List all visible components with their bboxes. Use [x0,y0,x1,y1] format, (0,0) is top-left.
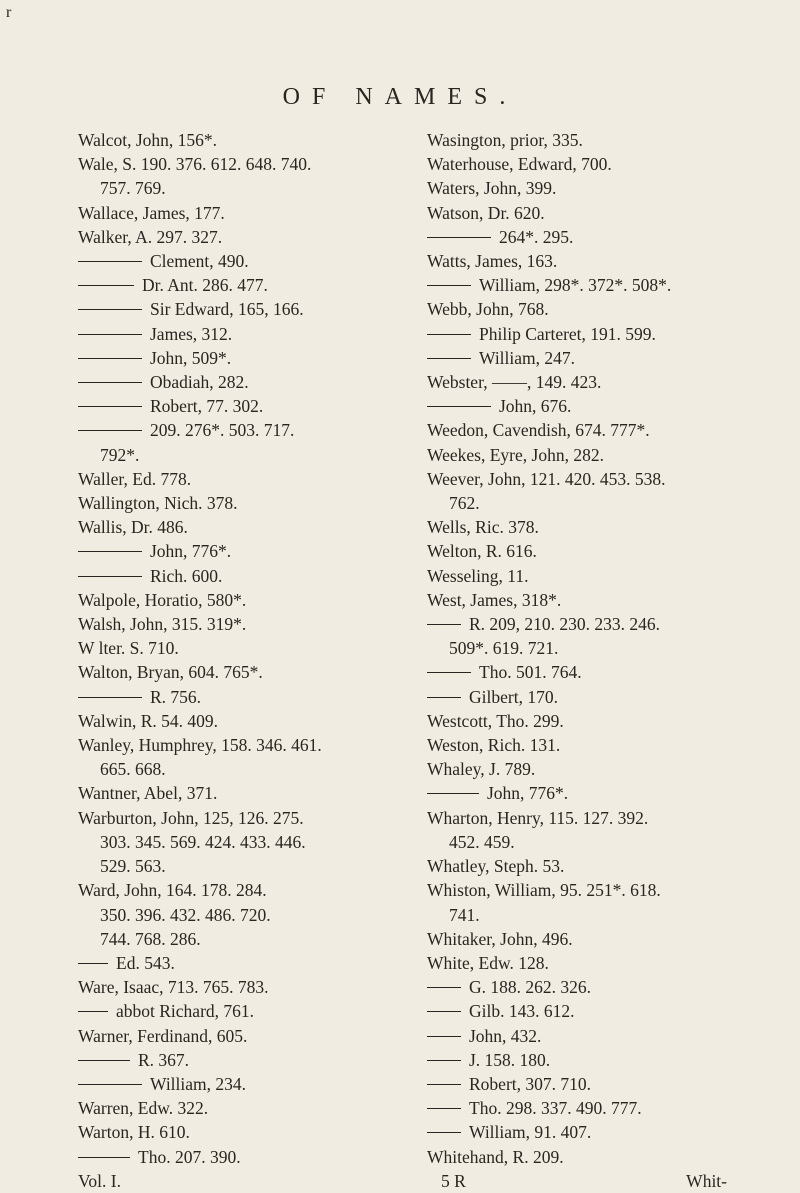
ditto-dash [427,1108,461,1109]
entry-text: Dr. Ant. 286. 477. [142,275,268,296]
ditto-dash [427,1060,461,1061]
index-entry [78,225,378,249]
ditto-dash [78,309,142,310]
index-entry [427,975,757,999]
entry-text: R. 756. [150,686,202,707]
index-entry [78,297,378,321]
entry-text: William, 234. [150,1073,247,1094]
index-entry [78,418,378,442]
ditto-dash [427,237,491,238]
entry-text: Waters, John, 399. [427,178,557,199]
index-entry [427,1024,757,1048]
index-entry [427,806,757,830]
corner-mark: r [6,4,12,21]
index-entry [427,297,757,321]
index-entry [78,830,378,854]
index-entry [78,733,378,757]
entry-text: Ware, Isaac, 713. 765. 783. [78,977,269,998]
entry-text: Clement, 490. [150,251,249,272]
index-entry [427,612,757,636]
entry-text: Whaley, J. 789. [427,759,536,780]
index-entry [427,176,757,200]
entry-text: Wesseling, 11. [427,565,529,586]
ditto-dash [78,551,142,552]
entry-text: R. 209, 210. 230. 233. 246. [469,614,661,635]
entry-text: Ed. 543. [116,952,175,973]
right-column [427,128,757,1193]
entry-text: Weston, Rich. 131. [427,735,561,756]
entry-text: Sir Edward, 165, 166. [150,299,304,320]
ditto-dash [427,624,461,625]
ditto-dash [78,576,142,577]
entry-text: Waterhouse, Edward, 700. [427,154,612,175]
entry-text: Vol. I. [78,1170,121,1191]
signature-mark: 5 R [441,1170,466,1191]
entry-text: Gilb. 143. 612. [469,1001,575,1022]
page-footer [427,1169,727,1193]
index-entry [78,394,378,418]
index-entry [427,588,757,612]
index-entry [427,394,757,418]
ditto-dash [78,261,142,262]
entry-text: Weever, John, 121. 420. 453. 538. [427,468,666,489]
entry-text: 744. 768. 286. [100,928,201,949]
ditto-dash [427,1132,461,1133]
entry-text: Walwin, R. 54. 409. [78,710,219,731]
entry-text: Welton, R. 616. [427,541,537,562]
entry-text: William, 91. 407. [469,1122,592,1143]
entry-text: Ward, John, 164. 178. 284. [78,880,267,901]
index-entry [427,201,757,225]
ditto-dash [78,358,142,359]
ditto-dash [427,358,471,359]
index-entry [427,781,757,805]
index-entry [427,273,757,297]
ditto-dash [427,406,491,407]
entry-text: John, 776*. [487,783,569,804]
entry-text: Waller, Ed. 778. [78,468,192,489]
ditto-dash [78,1011,108,1012]
entry-text: G. 188. 262. 326. [469,977,592,998]
entry-text: Walpole, Horatio, 580*. [78,589,247,610]
index-entry [78,1169,378,1193]
entry-text: Watson, Dr. 620. [427,202,545,223]
index-entry [78,660,378,684]
entry-text: John, 676. [499,396,572,417]
index-entry [427,1145,757,1169]
index-entry [427,830,757,854]
index-entry [427,636,757,660]
index-entry [427,539,757,563]
entry-text: Robert, 307. 710. [469,1073,592,1094]
index-entry [78,854,378,878]
entry-text: White, Edw. 128. [427,952,549,973]
entry-text: Wallington, Nich. 378. [78,493,238,514]
entry-text: Philip Carteret, 191. 599. [479,323,656,344]
ditto-dash [78,963,108,964]
entry-text: Robert, 77. 302. [150,396,264,417]
index-entry [427,685,757,709]
index-entry [427,878,757,902]
page-title: OF NAMES. [282,84,518,110]
entry-text: Tho. 501. 764. [479,662,582,683]
ditto-dash [427,1011,461,1012]
index-entry [78,1024,378,1048]
entry-text: Whatley, Steph. 53. [427,856,565,877]
index-entry [427,1120,757,1144]
index-entry [427,418,757,442]
index-entry [427,564,757,588]
index-entry [427,733,757,757]
entry-text: Wanley, Humphrey, 158. 346. 461. [78,735,322,756]
index-entry [78,564,378,588]
entry-text: Rich. 600. [150,565,223,586]
entry-text: John, 776*. [150,541,232,562]
entry-text: Whitehand, R. 209. [427,1146,564,1167]
ditto-dash [78,1157,130,1158]
ditto-dash [78,285,134,286]
entry-text: Walker, A. 297. 327. [78,226,223,247]
index-entry [427,999,757,1023]
index-entry [78,249,378,273]
entry-text: Wasington, prior, 335. [427,130,583,150]
index-entry [78,878,378,902]
index-entry [78,685,378,709]
entry-text: Gilbert, 170. [469,686,558,707]
ditto-dash [78,334,142,335]
index-entry [427,709,757,733]
index-entry [427,249,757,273]
index-entry [427,660,757,684]
index-entry [427,1096,757,1120]
entry-text: Wharton, Henry, 115. 127. 392. [427,807,649,828]
entry-text: John, 509*. [150,347,232,368]
entry-text: Tho. 207. 390. [138,1146,241,1167]
entry-text: Walcot, John, 156*. [78,130,218,150]
index-entry [427,467,757,491]
index-entry [78,176,378,200]
entry-text: 509*. 619. 721. [449,638,559,659]
index-entry [78,346,378,370]
entry-text: 303. 345. 569. 424. 433. 446. [100,831,306,852]
index-entry [78,709,378,733]
entry-text: Wallace, James, 177. [78,202,225,223]
ditto-dash [78,697,142,698]
entry-text: Wantner, Abel, 371. [78,783,218,804]
entry-text: 741. [449,904,480,925]
entry-text: Obadiah, 282. [150,372,249,393]
entry-text: R. 367. [138,1049,190,1070]
ditto-dash [427,793,479,794]
index-entry [78,757,378,781]
ditto-dash [78,382,142,383]
entry-text: 452. 459. [449,831,515,852]
entry-text: W lter. S. 710. [78,638,179,659]
ditto-dash [427,285,471,286]
index-entry [427,443,757,467]
ditto-dash [78,430,142,431]
index-entry [427,322,757,346]
index-entry [427,903,757,927]
index-entry [78,515,378,539]
entry-text: James, 312. [150,323,233,344]
index-entry [78,1048,378,1072]
ditto-dash [427,334,471,335]
entry-text: William, 298*. 372*. 508*. [479,275,672,296]
index-entry [78,927,378,951]
ditto-dash [427,672,471,673]
catchword: Whit- [686,1170,727,1191]
entry-text: Tho. 298. 337. 490. 777. [469,1098,642,1119]
entry-text: William, 247. [479,347,576,368]
entry-text: Walsh, John, 315. 319*. [78,614,247,635]
index-entry [427,491,757,515]
entry-text: Warren, Edw. 322. [78,1098,209,1119]
index-entry [427,370,757,394]
index-entry [427,951,757,975]
ditto-dash [78,406,142,407]
entry-text: abbot Richard, 761. [116,1001,255,1022]
left-column [78,128,378,1193]
entry-text: Walton, Bryan, 604. 765*. [78,662,263,683]
index-entry [78,201,378,225]
entry-text: Weedon, Cavendish, 674. 777*. [427,420,650,441]
index-entry [78,951,378,975]
ditto-dash [427,1036,461,1037]
entry-text: Watts, James, 163. [427,251,558,272]
index-entry [427,515,757,539]
entry-text: 792*. [100,444,140,465]
index-entry [78,1096,378,1120]
index-entry [78,612,378,636]
index-entry [78,322,378,346]
index-entry [427,854,757,878]
index-entry [427,225,757,249]
entry-text: 350. 396. 432. 486. 720. [100,904,271,925]
index-entry [427,927,757,951]
index-entry [427,1072,757,1096]
entry-text: Westcott, Tho. 299. [427,710,564,731]
index-entry [78,903,378,927]
index-entry [427,757,757,781]
index-entry [78,1120,378,1144]
entry-text: Webster, ——, 149. 423. [427,372,602,393]
entry-text: Wells, Ric. 378. [427,517,539,538]
index-entry [78,975,378,999]
index-entry [78,1072,378,1096]
index-entry [78,636,378,660]
ditto-dash [427,987,461,988]
index-entry [78,1145,378,1169]
entry-text: J. 158. 180. [469,1049,551,1070]
entry-text: Wale, S. 190. 376. 612. 648. 740. [78,154,312,175]
index-entry [427,1048,757,1072]
index-entry [427,128,757,152]
entry-text: 757. 769. [100,178,166,199]
entry-text: 264*. 295. [499,226,574,247]
entry-text: John, 432. [469,1025,542,1046]
entry-text: Weekes, Eyre, John, 282. [427,444,604,465]
index-entry [78,370,378,394]
index-entry [78,806,378,830]
index-entry [78,781,378,805]
index-entry [78,539,378,563]
index-entry [78,999,378,1023]
index-entry [78,491,378,515]
entry-text: 529. 563. [100,856,166,877]
entry-text: Webb, John, 768. [427,299,549,320]
index-entry [78,128,378,152]
ditto-dash [78,1060,130,1061]
entry-text: Whitaker, John, 496. [427,928,573,949]
entry-text: 762. [449,493,480,514]
entry-text: Warton, H. 610. [78,1122,190,1143]
entry-text: Whiston, William, 95. 251*. 618. [427,880,661,901]
index-entry [78,467,378,491]
index-entry [78,152,378,176]
entry-text: 209. 276*. 503. 717. [150,420,295,441]
index-entry [427,346,757,370]
index-entry [78,443,378,467]
entry-text: Warburton, John, 125, 126. 275. [78,807,304,828]
entry-text: Wallis, Dr. 486. [78,517,188,538]
entry-text: 665. 668. [100,759,166,780]
index-entry [78,588,378,612]
entry-text: Warner, Ferdinand, 605. [78,1025,248,1046]
ditto-dash [78,1084,142,1085]
index-entry [427,152,757,176]
ditto-dash [427,1084,461,1085]
ditto-dash [427,697,461,698]
index-entry [78,273,378,297]
entry-text: West, James, 318*. [427,589,562,610]
